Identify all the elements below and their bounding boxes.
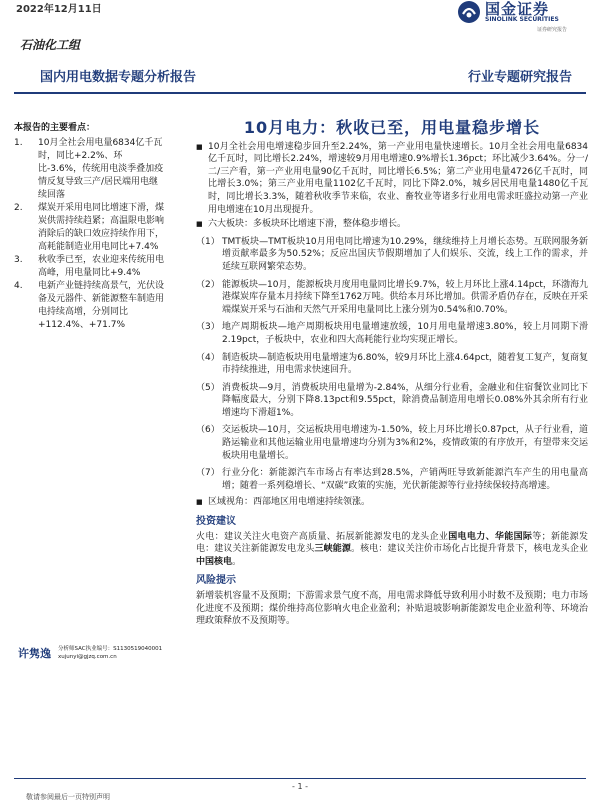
sector-number: （5） — [196, 382, 220, 393]
analyst-block — [18, 643, 188, 673]
sidebar-item — [14, 202, 164, 254]
sidebar-item — [14, 254, 164, 280]
main-content — [196, 118, 588, 628]
summary-bullet — [196, 218, 588, 231]
industry-group: 石油化工组 — [20, 38, 81, 52]
sidebar-item — [14, 280, 164, 332]
invest-text-part: 等；新能源发电：建议关注新能源发电龙头 — [196, 531, 588, 555]
report-type: 行业专题研究报告 — [467, 70, 572, 85]
sector-text: 消费板块—9月，消费板块用电量增为-2.84%，从细分行业看，金融业和住宿餐饮业同比下降幅度最大，分别下降8.13pct和9.55pct，除消费品制造用电增长0.08%外其余所有行业增速均下滑超1%。 — [222, 382, 588, 418]
sector-text: 交运板块—10月，交运板块用电增速为-1.50%，较上月环比增长0.87pct，从子行业看，道路运输业和其他运输业用电量增速均分别为3%和2%，疫情政策的有序放开，有望带来交运板块用电量增长。 — [222, 425, 588, 461]
sector-item — [196, 424, 588, 462]
analyst-name: 许隽逸 — [18, 647, 51, 660]
sector-text: 制造板块—制造板块用电量增速为6.80%，较9月环比上涨4.64pct，随着复工复产，复商复市持续推进，用电需求快速回升。 — [222, 352, 588, 376]
square-bullet-icon: ■ — [196, 498, 203, 507]
sidebar-item-number: 2. — [14, 203, 23, 213]
sidebar-title: 本报告的主要看点： — [14, 123, 96, 133]
analyst-email[interactable]: xujunyi@gjzq.com.cn — [58, 654, 117, 660]
invest-text-part: 。核电：建议关注价市场化占比提升背景下，核电龙头企业 — [351, 544, 588, 555]
sidebar-item-text: 10月全社会用电量6834亿千瓦时，同比+2.2%、环比-3.6%，传统用电淡季叠加疫情反复导致三产/居民端用电继续回落 — [38, 138, 164, 200]
sector-item — [196, 382, 588, 420]
footer-disclaimer: 敬请参阅最后一页特别声明 — [26, 793, 110, 800]
sector-number: （3） — [196, 322, 220, 333]
sector-text: TMT板块—TMT板块10月用电同比增速为10.29%，继续维持上月增长态势。互联网服务新增贡献率最多为50.52%；反应出国庆节假期增加了人们娱乐、交流，线上工作的需求，并延续互联网繁荣态势。 — [222, 236, 588, 272]
sidebar-item-text: 煤炭开采用电同比增速下滑，煤炭供需持续趋紧；高温限电影响消除后的缺口效应持续作用下，高耗能制造业用电同比+7.4% — [38, 203, 165, 252]
sidebar-item-number: 3. — [14, 255, 23, 265]
risk-heading: 风险提示 — [196, 575, 236, 587]
sector-text: 地产周期板块—地产周期板块用电量增速放缓，10月用电量增速3.80%，较上月同期下滑2.19pct，子板块中，农业和四大高耗能行业均实现正增长。 — [222, 322, 588, 345]
sector-item — [196, 279, 588, 317]
report-title: 国内用电数据专题分析报告 — [40, 70, 197, 85]
sidebar-item-text: 秋收季已至，农业迎来传统用电高峰，用电量同比+9.4% — [38, 255, 165, 278]
sidebar-item-number: 4. — [14, 281, 23, 291]
main-title: 10月电力：秋收已至，用电量稳步增长 — [243, 118, 541, 137]
summary-bullet — [196, 496, 588, 509]
summary-bullet — [196, 141, 588, 217]
invest-advice-text — [196, 531, 588, 569]
logo-subtitle: 证券研究报告 — [537, 27, 568, 33]
logo-chinese-name: 国金证券 — [485, 0, 550, 18]
sector-text: 行业分化：新能源汽车市场占有率达到28.5%，产销两旺导致新能源汽车产生的用电量高增；随着一系列稳增长、“双碳”政策的实施，光伏新能源等行业持续保较持高增速。 — [222, 468, 588, 491]
sector-number: （1） — [196, 236, 220, 247]
analyst-info — [58, 645, 198, 661]
invest-company: 三峡能源 — [314, 544, 352, 555]
invest-company: 中国核电 — [196, 556, 233, 567]
risk-text: 新增装机容量不及预期；下游需求景气度不高，用电需求降低导致利用小时数不及预期；电力市场化进度不及预期；煤价维持高位影响火电企业盈利；补贴退坡影响新能源发电企业盈利等、环境治理政策释放不及预期等。 — [196, 591, 588, 627]
sector-number: （7） — [196, 468, 220, 479]
header-divider — [14, 92, 586, 94]
sidebar-item-text: 电新产业链持续高景气，光伏设备及元器件、新能源整车制造用电持续高增，分别同比+112.4%、+71.7% — [38, 281, 165, 330]
sector-number: （6） — [196, 425, 220, 436]
report-date: 2022年12月11日 — [16, 4, 102, 15]
sidebar-highlights — [14, 122, 164, 332]
sidebar-item — [14, 137, 164, 202]
sector-number: （2） — [196, 279, 220, 290]
sidebar-item-number: 1. — [14, 138, 23, 148]
invest-advice-heading: 投资建议 — [196, 516, 236, 528]
invest-text-part: 火电：建议关注火电资产高质量、拓展新能源发电的龙头企业 — [196, 531, 449, 542]
square-bullet-icon: ■ — [196, 142, 203, 151]
invest-company: 国电电力、华能国际 — [448, 531, 533, 542]
invest-text-part: 。 — [232, 556, 242, 567]
bullet-text: 六大板块：多板块环比增速下滑，整体稳步增长。 — [208, 219, 407, 230]
sinolink-logo-icon — [457, 0, 481, 24]
sector-text: 能源板块—10月，能源板块月度用电量同比增长9.7%，较上月环比上涨4.14pct，环渤海九港煤炭库存量本月持续下降至1762万吨。供给本月环比增加。供需矛盾仍存在，反映在开采端煤炭开采与石油和天然气开采用电量同比上涨分别为0.54%和0.70%。 — [222, 279, 588, 315]
analyst-sac-number: 分析师SAC执业编号：S1130519040001 — [58, 646, 163, 652]
sector-item — [196, 467, 588, 492]
sector-item — [196, 236, 588, 274]
sector-item — [196, 352, 588, 377]
page-number: - 1 - — [292, 782, 308, 791]
footer-divider — [14, 778, 586, 779]
company-logo — [457, 0, 587, 34]
square-bullet-icon: ■ — [196, 220, 203, 229]
logo-english-name: SINOLINK SECURITIES — [485, 16, 559, 23]
bullet-text: 区域视角：西部地区用电增速持续领涨。 — [208, 497, 371, 508]
sector-item — [196, 321, 588, 346]
sector-number: （4） — [196, 352, 220, 363]
bullet-text: 10月全社会用电增速稳步回升至2.24%，第一产业用电量快速增长。10月全社会用电量6834亿千瓦时，同比增长2.24%，增速较9月用电增速0.9%增长1.36pct；环比减少3.64%。分一/二/三产看，第一产业用电量90亿千瓦时，同比增长6.5%；第二产业用电量4726亿千瓦时，同比增长3.0%；第三产业用电量1102亿千瓦时，同比下降2.0%，城乡居民用电量1480亿千瓦时，同比增长3.3%，随着秋收季节来临，农业、畜牧业等诸多行业用电需求旺盛拉动第一产业用电增速在10月出现提升。 — [208, 141, 588, 215]
